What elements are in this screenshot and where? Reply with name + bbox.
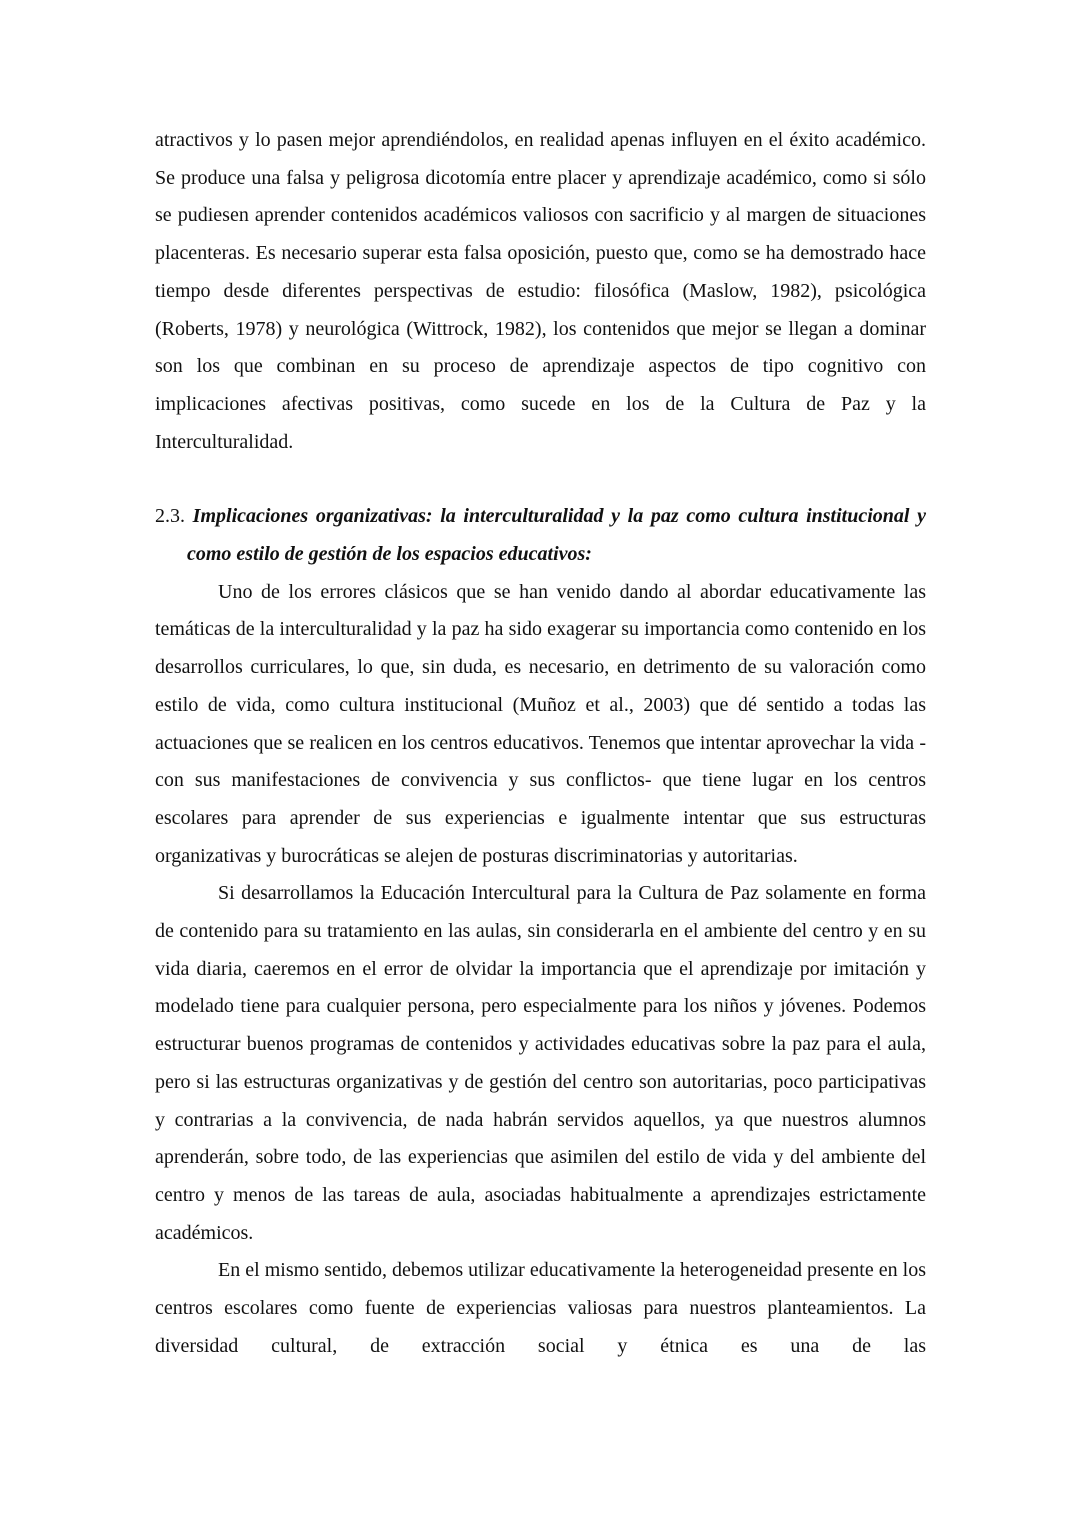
section-number: 2.3. <box>155 505 185 528</box>
paragraph-educacion-intercultural: Si desarrollamos la Educación Intercultural para la Cultura de Paz solamente en forma de contenido para su tratamiento en las aulas, sin considerarla en el ambiente del centro y en su vida diaria, caeremos en el error de olvidar la importancia que el aprendizaje por imitación y modelado tiene para cualquier persona, pero especialmente para los niños y jóvenes. Podemos estructurar buenos programas de contenidos y actividades educativas sobre la paz para el aula, pero si las estructuras organizativas y de gestión del centro son autoritarias, poco participativas y contrarias a la convivencia, de nada habrán servidos aquellos, ya que nuestros alumnos aprenderán, sobre todo, de las experiencias que asimilen del estilo de vida y del ambiente del centro y menos de las tareas de aula, asociadas habitualmente a aprendizajes estrictamente académicos. <box>155 882 926 1244</box>
section-heading <box>155 498 926 573</box>
paragraph-errores-clasicos: Uno de los errores clásicos que se han venido dando al abordar educativamente las temáticas de la interculturalidad y la paz ha sido exagerar su importancia como contenido en los desarrollos curriculares, lo que, sin duda, es necesario, en detrimento de su valoración como estilo de vida, como cultura institucional (Muñoz et al., 2003) que dé sentido a todas las actuaciones que se realicen en los centros educativos. Tenemos que intentar aprovechar la vida -con sus manifestaciones de convivencia y sus conflictos- que tiene lugar en los centros escolares para aprender de sus experiencias e igualmente intentar que sus estructuras organizativas y burocráticas se alejen de posturas discriminatorias y autoritarias. <box>155 580 926 867</box>
paragraph-continuation: atractivos y lo pasen mejor aprendiéndolos, en realidad apenas influyen en el éxito académico. Se produce una falsa y peligrosa dicotomía entre placer y aprendizaje académico, como si sólo se pudiesen aprender contenidos académicos valiosos con sacrificio y al margen de situaciones placenteras. Es necesario superar esta falsa oposición, puesto que, como se ha demostrado hace tiempo desde diferentes perspectivas de estudio: filosófica (Maslow, 1982), psicológica (Roberts, 1978) y neurológica (Wittrock, 1982), los contenidos que mejor se llegan a dominar son los que combinan en su proceso de aprendizaje aspectos de tipo cognitivo con implicaciones afectivas positivas, como sucede en los de la Cultura de Paz y la Interculturalidad. <box>155 129 926 453</box>
section-title: Implicaciones organizativas: la interculturalidad y la paz como cultura institucional y como estilo de gestión de los espacios educativos: <box>187 505 927 566</box>
page-content <box>155 122 926 1366</box>
paragraph-heterogeneidad: En el mismo sentido, debemos utilizar educativamente la heterogeneidad presente en los centros escolares como fuente de experiencias valiosas para nuestros planteamientos. La diversidad cultural, de extracción social y étnica es una de las <box>155 1259 926 1357</box>
